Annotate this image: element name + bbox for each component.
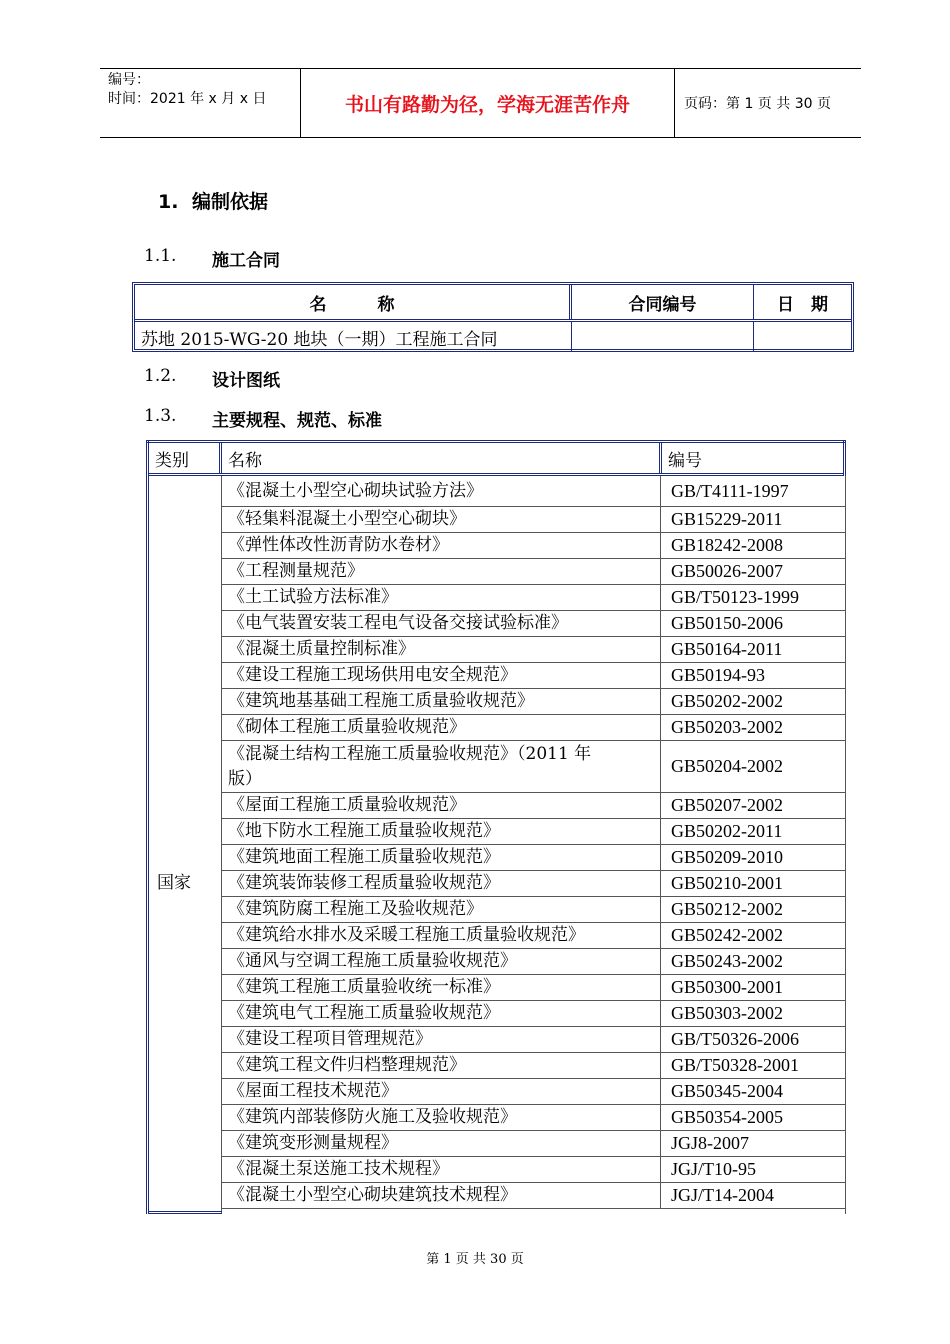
standard-name: 《混凝土结构工程施工质量验收规范》（2011 年 — [228, 743, 592, 764]
subsection-number: 1.3. — [144, 406, 177, 426]
category-label: 国家 — [157, 873, 191, 893]
standard-code: GB/T50326-2006 — [671, 1029, 799, 1049]
standard-name: 《混凝土小型空心砌块建筑技术规程》 — [228, 1185, 517, 1205]
header-date: 时间：2021 年 x 月 x 日 — [108, 91, 267, 107]
standard-name-cell — [222, 507, 661, 532]
standard-name-cell — [222, 793, 661, 818]
standard-code: GB50204-2002 — [671, 756, 783, 776]
standard-name: 《混凝土泵送施工技术规程》 — [228, 1159, 449, 1179]
header-motto: 书山有路勤为径，学海无涯苦作舟 — [344, 93, 630, 116]
page-header — [100, 68, 861, 138]
table-row — [222, 793, 845, 819]
table-row — [222, 637, 845, 663]
section-title: 编制依据 — [192, 191, 269, 213]
standard-name-cell — [222, 533, 661, 558]
header-cell-code: 编号 — [668, 450, 702, 471]
standard-name: 《土工试验方法标准》 — [228, 587, 398, 607]
standard-name-cell — [222, 611, 661, 636]
standard-name: 《建筑工程文件归档整理规范》 — [228, 1055, 466, 1075]
standard-name-cell — [222, 1079, 661, 1104]
table-header-row — [149, 443, 843, 476]
table-row — [222, 476, 845, 507]
table-row — [222, 1131, 845, 1157]
standard-code: GB50194-93 — [671, 665, 765, 685]
standard-code: GB50210-2001 — [671, 873, 783, 893]
table-row — [222, 871, 845, 897]
standard-name: 《混凝土质量控制标准》 — [228, 639, 415, 659]
table-row — [222, 611, 845, 637]
standard-code: JGJ8-2007 — [671, 1133, 750, 1153]
header-number-label: 编号： — [108, 72, 150, 88]
standard-name: 《建筑电气工程施工质量验收规范》 — [228, 1003, 500, 1023]
standard-code: GB15229-2011 — [671, 509, 783, 529]
header-cell-name: 名 称 — [135, 285, 572, 319]
standard-code: GB50300-2001 — [671, 977, 783, 997]
standard-name-cell — [222, 1131, 661, 1156]
standard-code: GB50243-2002 — [671, 951, 783, 971]
header-divider — [674, 69, 675, 137]
subsection-number: 1.2. — [144, 366, 177, 386]
standard-name-cell — [222, 689, 661, 714]
standard-name-cell — [222, 871, 661, 896]
header-page-info: 页码：第 1 页 共 30 页 — [684, 96, 831, 112]
table-border — [845, 476, 846, 1214]
table-row — [222, 1001, 845, 1027]
table-row — [222, 897, 845, 923]
standard-name: 《建筑防腐工程施工及验收规范》 — [228, 899, 483, 919]
standard-code: JGJ/T10-95 — [671, 1159, 756, 1179]
table-row — [222, 1157, 845, 1183]
table-border — [843, 440, 846, 476]
standard-name-cell — [222, 949, 661, 974]
standard-code: GB50242-2002 — [671, 925, 783, 945]
standard-code: GB50207-2002 — [671, 795, 783, 815]
table-header-row — [135, 285, 851, 322]
standard-code: JGJ/T14-2004 — [671, 1185, 774, 1205]
standard-name: 《建筑地基基础工程施工质量验收规范》 — [228, 691, 534, 711]
standard-code: GB50212-2002 — [671, 899, 783, 919]
standard-code: GB50303-2002 — [671, 1003, 783, 1023]
header-cell-category: 类别 — [149, 443, 222, 473]
subsection-heading — [144, 366, 280, 391]
table-row — [222, 975, 845, 1001]
cell-contract-number — [572, 322, 754, 352]
standard-name-cell — [222, 845, 661, 870]
standard-name-continued: 版） — [228, 768, 262, 789]
table-row — [222, 585, 845, 611]
table-row — [222, 845, 845, 871]
table-border — [149, 1211, 222, 1214]
standard-name: 《建筑工程施工质量验收统一标准》 — [228, 977, 500, 997]
table-row — [222, 507, 845, 533]
table-row — [222, 1053, 845, 1079]
standard-name: 《建设工程项目管理规范》 — [228, 1029, 432, 1049]
standard-name-cell — [222, 476, 661, 506]
standard-name-cell — [222, 715, 661, 740]
standard-name-cell — [222, 975, 661, 1000]
standard-code: GB50026-2007 — [671, 561, 783, 581]
standard-name-cell — [222, 1027, 661, 1052]
cell-contract-date — [754, 322, 851, 352]
page-footer: 第 1 页 共 30 页 — [426, 1252, 524, 1267]
table-row — [222, 1079, 845, 1105]
standard-name: 《电气装置安装工程电气设备交接试验标准》 — [228, 613, 568, 633]
standard-name-cell — [222, 897, 661, 922]
standard-name-cell — [222, 1053, 661, 1078]
table-row — [135, 322, 851, 352]
table-row — [222, 663, 845, 689]
standard-name-cell — [222, 819, 661, 844]
subsection-heading — [144, 406, 382, 431]
table-row — [222, 559, 845, 585]
standard-name-cell — [222, 1001, 661, 1026]
standard-code: GB50203-2002 — [671, 717, 783, 737]
cell-contract-name: 苏地 2015-WG-20 地块（一期）工程施工合同 — [135, 322, 572, 352]
standard-code: GB50209-2010 — [671, 847, 783, 867]
table-row — [222, 1105, 845, 1131]
standard-name: 《建筑给水排水及采暖工程施工质量验收规范》 — [228, 925, 585, 945]
table-row — [222, 689, 845, 715]
table-row — [222, 533, 845, 559]
category-cell — [149, 476, 222, 1214]
subsection-title: 设计图纸 — [212, 371, 280, 391]
standard-name-cell — [222, 741, 661, 792]
standard-code: GB18242-2008 — [671, 535, 783, 555]
standard-name: 《混凝土小型空心砌块试验方法》 — [228, 480, 483, 501]
standard-name: 《通风与空调工程施工质量验收规范》 — [228, 951, 517, 971]
table-row — [222, 1183, 845, 1209]
subsection-title: 主要规程、规范、标准 — [212, 411, 382, 431]
table-row — [222, 715, 845, 741]
standard-name-cell — [222, 923, 661, 948]
header-meta — [108, 71, 298, 109]
standard-name-cell — [222, 663, 661, 688]
subsection-heading — [144, 246, 280, 271]
standards-table — [146, 440, 846, 1214]
standard-name-cell — [222, 585, 661, 610]
standard-name-cell — [222, 559, 661, 584]
standard-code: GB50354-2005 — [671, 1107, 783, 1127]
standard-code: GB50345-2004 — [671, 1081, 783, 1101]
standard-code: GB/T50123-1999 — [671, 587, 799, 607]
standard-name-cell — [222, 1183, 661, 1208]
header-cell-name: 名称 — [222, 443, 662, 473]
standard-code: GB50202-2011 — [671, 821, 783, 841]
subsection-title: 施工合同 — [212, 251, 280, 271]
standard-name-cell — [222, 637, 661, 662]
standards-rows — [222, 476, 845, 1209]
standard-name-cell — [222, 1105, 661, 1130]
table-row — [222, 949, 845, 975]
table-row — [222, 819, 845, 845]
header-cell-contract-number: 合同编号 — [572, 285, 754, 319]
standard-name: 《建筑内部装修防火施工及验收规范》 — [228, 1107, 517, 1127]
standard-name: 《轻集料混凝土小型空心砌块》 — [228, 509, 466, 529]
standard-code: GB50150-2006 — [671, 613, 783, 633]
section-number: 1. — [158, 191, 179, 213]
standard-name: 《屋面工程施工质量验收规范》 — [228, 795, 466, 815]
standard-name: 《弹性体改性沥青防水卷材》 — [228, 535, 449, 555]
standard-name: 《建筑装饰装修工程质量验收规范》 — [228, 873, 500, 893]
subsection-number: 1.1. — [144, 246, 177, 266]
standard-name-cell — [222, 1157, 661, 1182]
standard-name: 《建筑变形测量规程》 — [228, 1133, 398, 1153]
standard-name: 《砌体工程施工质量验收规范》 — [228, 717, 466, 737]
standard-code: GB/T4111-1997 — [671, 480, 789, 501]
standard-code: GB50164-2011 — [671, 639, 783, 659]
standard-code: GB/T50328-2001 — [671, 1055, 799, 1075]
standard-name: 《地下防水工程施工质量验收规范》 — [228, 821, 500, 841]
standard-name: 《建设工程施工现场供用电安全规范》 — [228, 665, 517, 685]
section-heading — [158, 187, 268, 214]
standard-name: 《屋面工程技术规范》 — [228, 1081, 398, 1101]
standard-name: 《工程测量规范》 — [228, 561, 364, 581]
table-row — [222, 741, 845, 793]
standard-code: GB50202-2002 — [671, 691, 783, 711]
standard-name: 《建筑地面工程施工质量验收规范》 — [228, 847, 500, 867]
table-row — [222, 923, 845, 949]
contract-table — [132, 282, 854, 352]
header-cell-date: 日 期 — [777, 294, 828, 315]
table-row — [222, 1027, 845, 1053]
